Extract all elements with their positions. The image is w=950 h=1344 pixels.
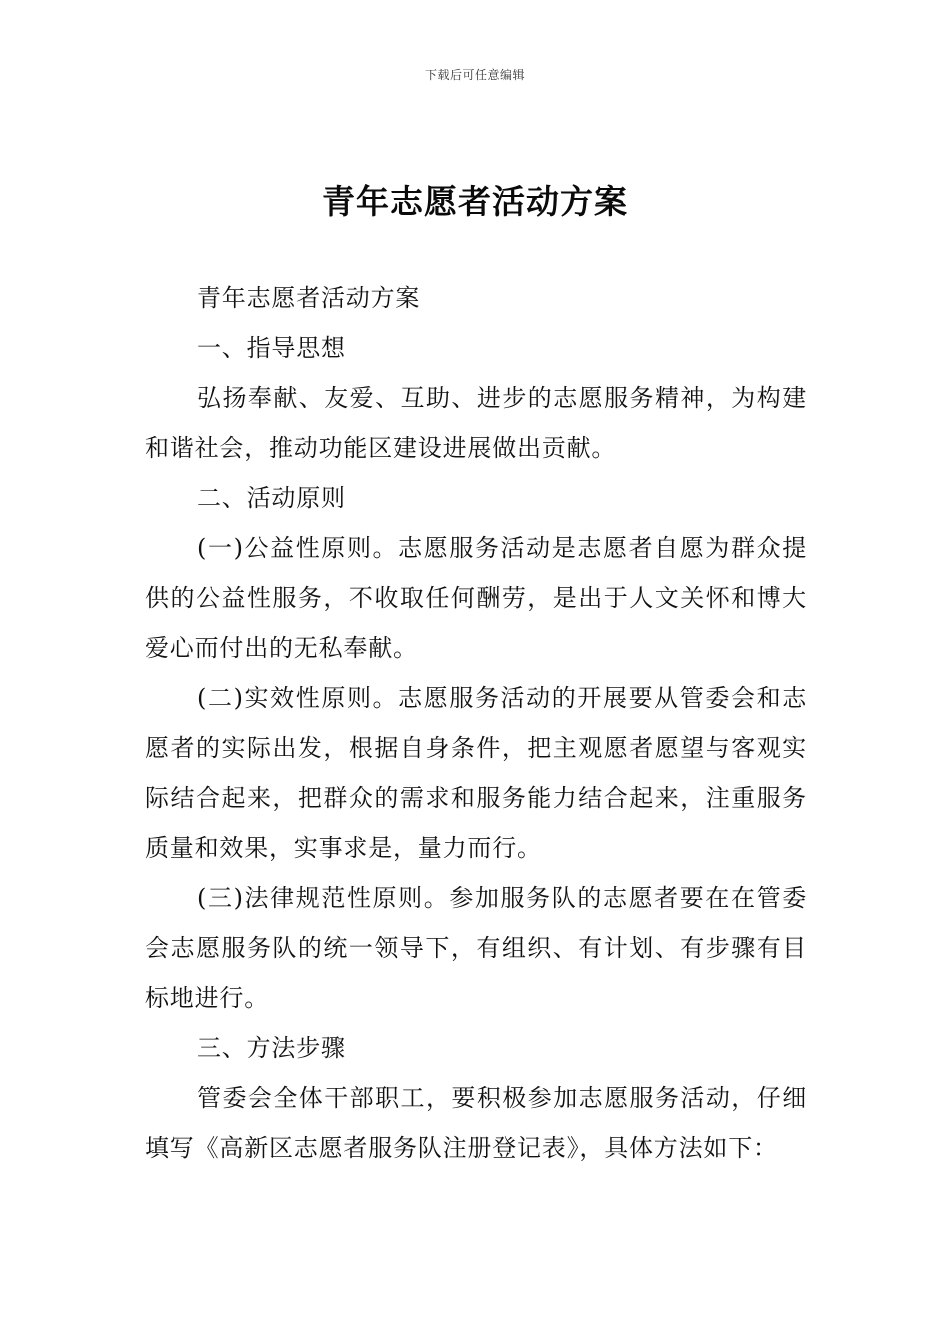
- section-heading-1: 一、指导思想: [197, 334, 346, 362]
- header-note: 下载后可任意编辑: [424, 68, 525, 82]
- paragraph: 管委会全体干部职工，要积极参加志愿服务活动，仔细填写《高新区志愿者服务队注册登记表》，具体方法如下：: [145, 1084, 807, 1162]
- paragraph: (一)公益性原则。志愿服务活动是志愿者自愿为群众提供的公益性服务，不收取任何酬劳，是出于人文关怀和博大爱心而付出的无私奉献。: [145, 534, 807, 662]
- paragraph: (二)实效性原则。志愿服务活动的开展要从管委会和志愿者的实际出发，根据自身条件，把主观愿者愿望与客观实际结合起来，把群众的需求和服务能力结合起来，注重服务质量和效果，实事求是，量力而行。: [145, 684, 807, 862]
- section-heading-3: 三、方法步骤: [197, 1034, 346, 1062]
- document-body: [145, 273, 807, 1173]
- document-title: 青年志愿者活动方案: [322, 182, 628, 221]
- paragraph: (三)法律规范性原则。参加服务队的志愿者要在在管委会志愿服务队的统一领导下，有组织、有计划、有步骤有目标地进行。: [145, 884, 807, 1012]
- paragraph-subtitle: 青年志愿者活动方案: [197, 284, 421, 312]
- section-heading-2: 二、活动原则: [197, 484, 346, 512]
- paragraph: 弘扬奉献、友爱、互助、进步的志愿服务精神，为构建和谐社会，推动功能区建设进展做出贡献。: [145, 384, 807, 462]
